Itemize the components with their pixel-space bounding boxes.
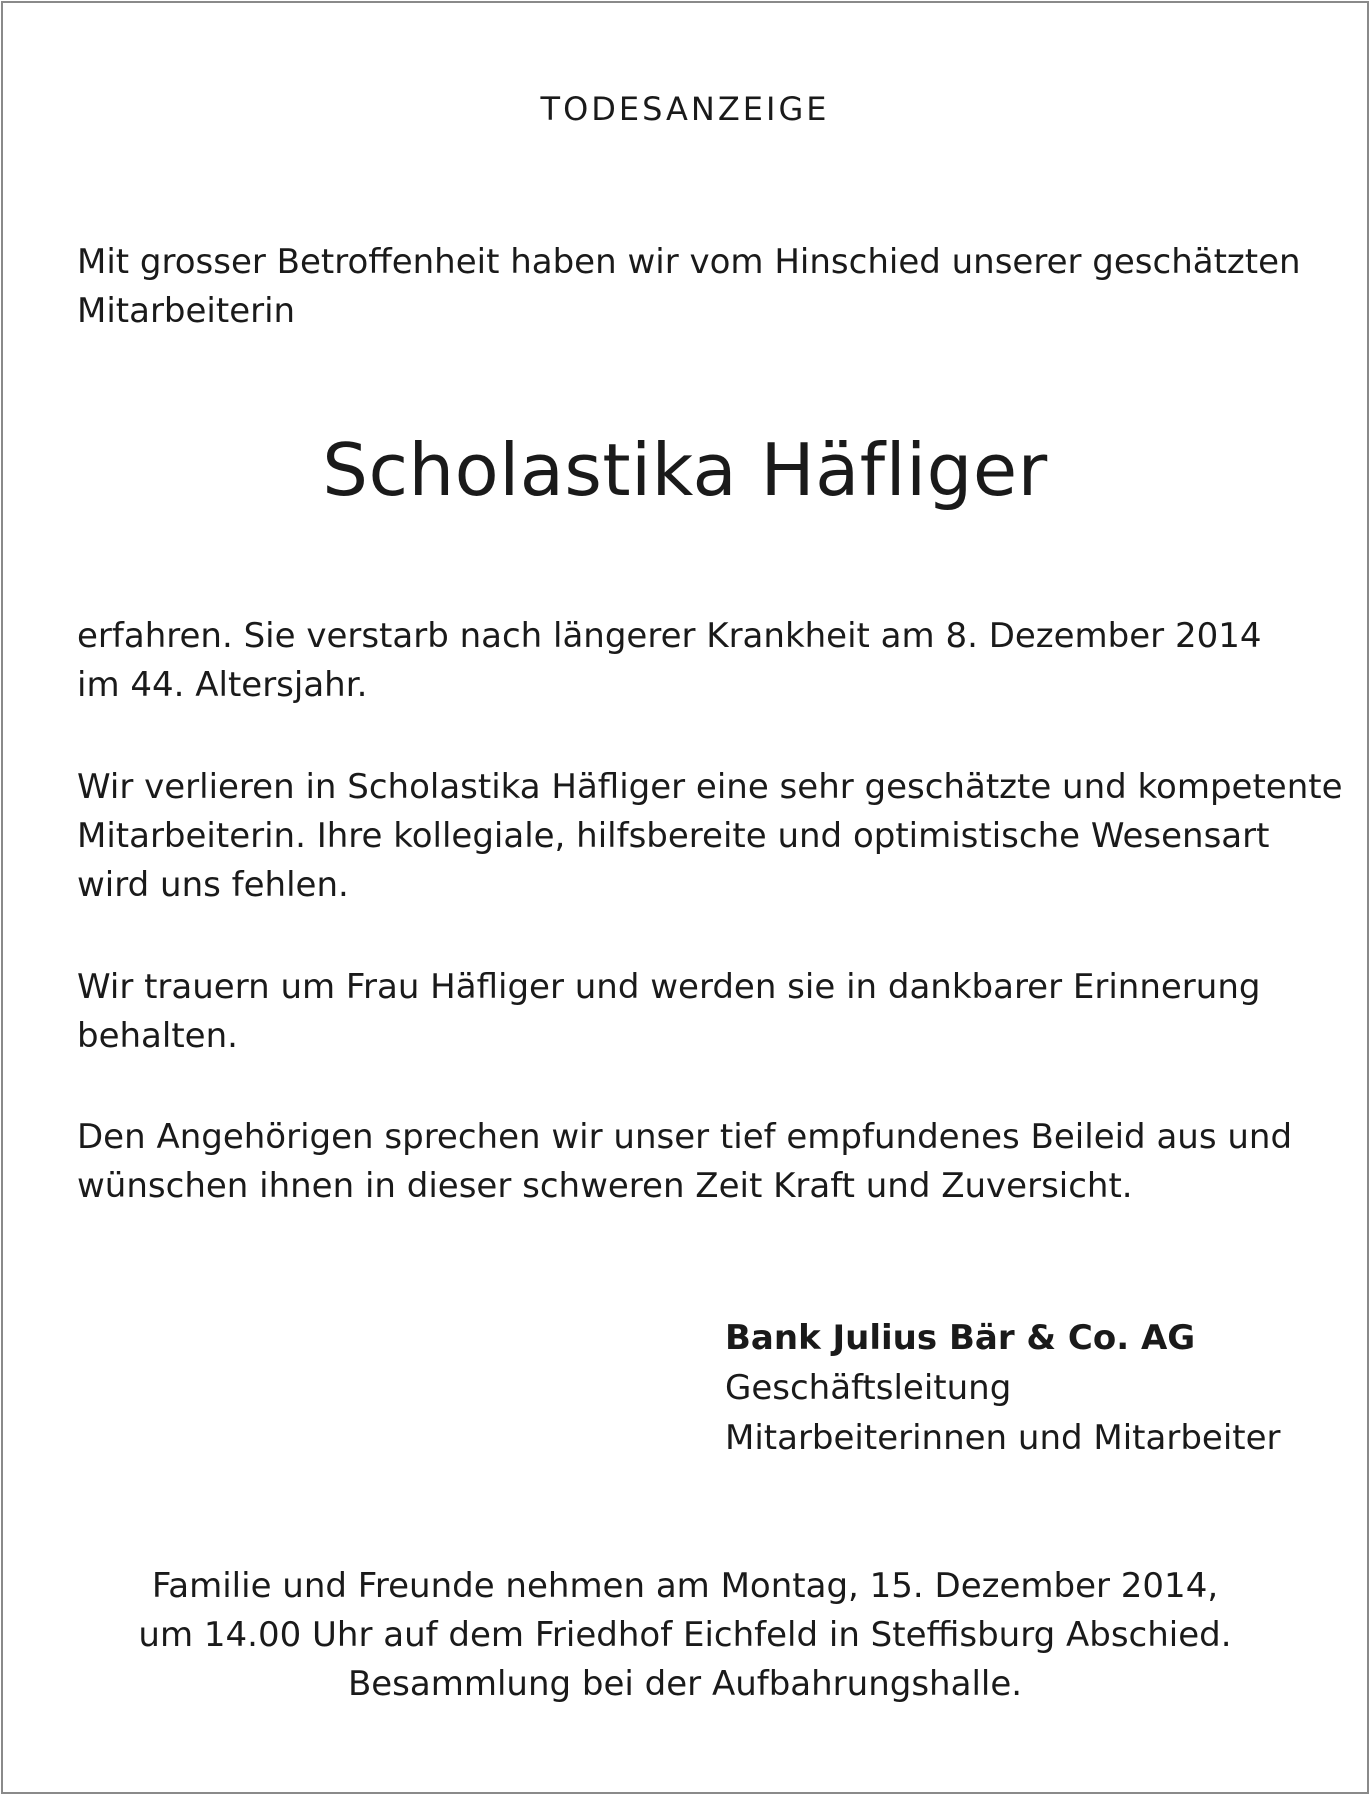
funeral-info	[0, 1562, 1370, 1709]
paragraph-line: Mitarbeiterin. Ihre kollegiale, hilfsbereite und optimistische Wesensart	[77, 816, 1270, 856]
paragraph-mourning	[77, 963, 1317, 1061]
funeral-info-line: Besammlung bei der Aufbahrungshalle.	[347, 1664, 1023, 1704]
intro-line: Mit grosser Betroffenheit haben wir vom Hinschied unserer geschätzten	[77, 242, 1301, 282]
signature-line: Geschäftsleitung	[725, 1368, 1012, 1408]
paragraph-line: im 44. Altersjahr.	[77, 665, 368, 705]
notice-heading: TODESANZEIGE	[540, 90, 830, 128]
deceased-name: Scholastika Häfliger	[322, 428, 1048, 512]
paragraph-condolences	[77, 1113, 1317, 1211]
paragraph-line: behalten.	[77, 1016, 238, 1056]
funeral-info-line: Familie und Freunde nehmen am Montag, 15. Dezember 2014,	[151, 1566, 1219, 1606]
paragraph-line: erfahren. Sie verstarb nach längerer Krankheit am 8. Dezember 2014	[77, 616, 1262, 656]
paragraph-line: wird uns fehlen.	[77, 865, 349, 905]
paragraph-line: Wir verlieren in Scholastika Häfliger eine sehr geschätzte und kompetente	[77, 767, 1343, 807]
intro-paragraph	[77, 238, 1317, 336]
paragraph-line: Den Angehörigen sprechen wir unser tief empfundenes Beileid aus und	[77, 1117, 1293, 1157]
funeral-info-line: um 14.00 Uhr auf dem Friedhof Eichfeld in Steffisburg Abschied.	[138, 1615, 1232, 1655]
paragraph-tribute	[77, 763, 1343, 910]
paragraph-line: wünschen ihnen in dieser schweren Zeit Kraft und Zuversicht.	[77, 1166, 1133, 1206]
signature-line: Mitarbeiterinnen und Mitarbeiter	[725, 1418, 1281, 1458]
intro-line: Mitarbeiterin	[77, 291, 296, 331]
signature-company: Bank Julius Bär & Co. AG	[725, 1318, 1196, 1358]
paragraph-death-details	[77, 612, 1317, 710]
signature-block	[725, 1313, 1281, 1463]
paragraph-line: Wir trauern um Frau Häfliger und werden sie in dankbarer Erinnerung	[77, 967, 1261, 1007]
